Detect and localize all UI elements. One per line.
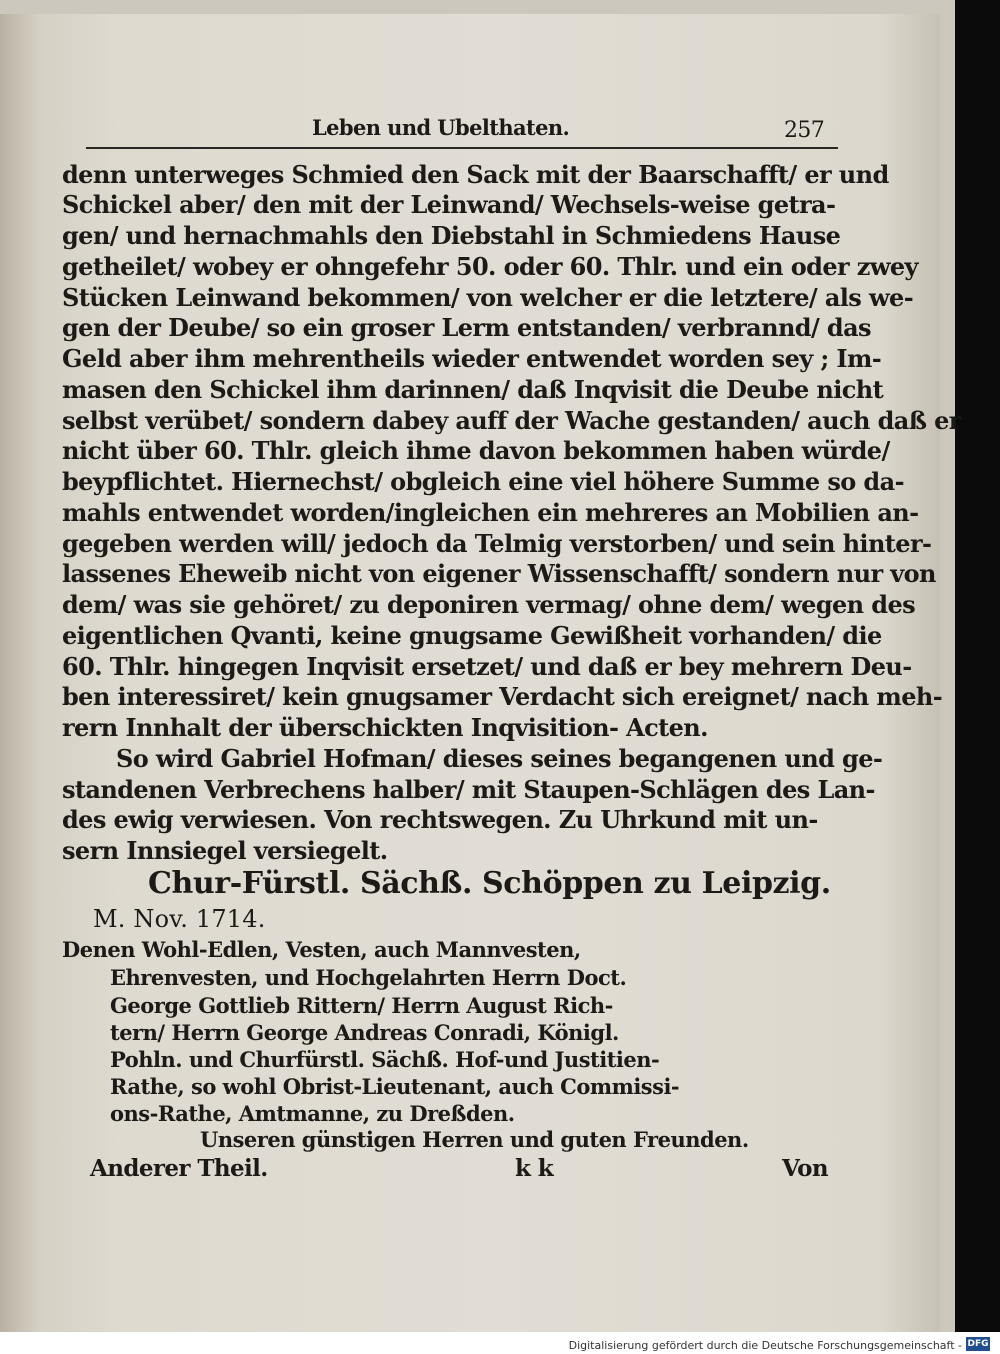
address-line: ons-Rathe, Amtmanne, zu Dreßden. — [110, 1101, 515, 1126]
address-line: Pohln. und Churfürstl. Sächß. Hof-und Justitien- — [110, 1047, 660, 1072]
header-rule — [86, 147, 838, 149]
body-line: sern Innsiegel versiegelt. — [62, 836, 388, 865]
body-line: beypflichtet. Hiernechst/ obgleich eine viel höhere Summe so da- — [62, 467, 904, 496]
body-line: gen/ und hernachmahls den Diebstahl in Schmiedens Hause — [62, 221, 841, 250]
credit-text: Digitalisierung gefördert durch die Deutsche Forschungsgemeinschaft - — [568, 1339, 962, 1352]
address-line: Rathe, so wohl Obrist-Lieutenant, auch Commissi- — [110, 1074, 680, 1099]
body-line: Schickel aber/ den mit der Leinwand/ Wechsels-weise getra- — [62, 190, 836, 219]
address-line: Ehrenvesten, und Hochgelahrten Herrn Doct. — [110, 965, 627, 990]
body-line: Stücken Leinwand bekommen/ von welcher er die letztere/ als we- — [62, 283, 914, 312]
body-line: denn unterweges Schmied den Sack mit der Baarschafft/ er und — [62, 160, 889, 189]
body-line: des ewig verwiesen. Von rechtswegen. Zu Uhrkund mit un- — [62, 805, 818, 834]
body-line: getheilet/ wobey er ohngefehr 50. oder 60. Thlr. und ein oder zwey — [62, 252, 918, 281]
signature-line: Chur-Fürstl. Sächß. Schöppen zu Leipzig. — [148, 866, 831, 901]
running-title: Leben und Ubelthaten. — [312, 115, 570, 140]
body-line: Geld aber ihm mehrentheils wieder entwendet worden sey ; Im- — [62, 344, 882, 373]
body-line: masen den Schickel ihm darinnen/ daß Inqvisit die Deube nicht — [62, 375, 884, 404]
body-line: mahls entwendet worden/ingleichen ein mehreres an Mobilien an- — [62, 498, 919, 527]
body-line: gen der Deube/ so ein groser Lerm entstanden/ verbrannd/ das — [62, 313, 871, 342]
body-line: rern Innhalt der überschickten Inqvisition- Acten. — [62, 713, 708, 742]
body-line: 60. Thlr. hingegen Inqvisit ersetzet/ und daß er bey mehrern Deu- — [62, 652, 912, 681]
body-line: standenen Verbrechens halber/ mit Staupen-Schlägen des Lan- — [62, 775, 875, 804]
body-line: dem/ was sie gehöret/ zu deponiren vermag/ ohne dem/ wegen des — [62, 590, 916, 619]
address-closing: Unseren günstigen Herren und guten Freunden. — [200, 1127, 749, 1152]
body-line: nicht über 60. Thlr. gleich ihme davon bekommen haben würde/ — [62, 436, 890, 465]
body-line: gegeben werden will/ jedoch da Telmig verstorben/ und sein hinter- — [62, 529, 932, 558]
body-line: So wird Gabriel Hofman/ dieses seines begangenen und ge- — [116, 744, 883, 773]
body-line: eigentlichen Qvanti, keine gnugsame Gewißheit vorhanden/ die — [62, 621, 882, 650]
body-line: ben interessiret/ kein gnugsamer Verdacht sich ereignet/ nach meh- — [62, 682, 943, 711]
signature-mark: Anderer Theil. — [90, 1155, 268, 1182]
catchword: Von — [782, 1155, 828, 1182]
dfg-logo-icon[interactable]: DFG — [967, 1339, 989, 1349]
address-line: George Gottlieb Rittern/ Herrn August Rich- — [110, 993, 613, 1018]
date-line: M. Nov. 1714. — [93, 905, 266, 933]
page-number: 257 — [784, 118, 825, 143]
catchword-signature: k k — [515, 1155, 554, 1182]
address-line: Denen Wohl-Edlen, Vesten, auch Mannvesten, — [62, 937, 581, 962]
body-line: selbst verübet/ sondern dabey auff der Wache gestanden/ auch daß er — [62, 406, 961, 435]
body-line: lassenes Eheweib nicht von eigener Wissenschafft/ sondern nur von — [62, 559, 936, 588]
address-line: tern/ Herrn George Andreas Conradi, Königl. — [110, 1020, 619, 1045]
